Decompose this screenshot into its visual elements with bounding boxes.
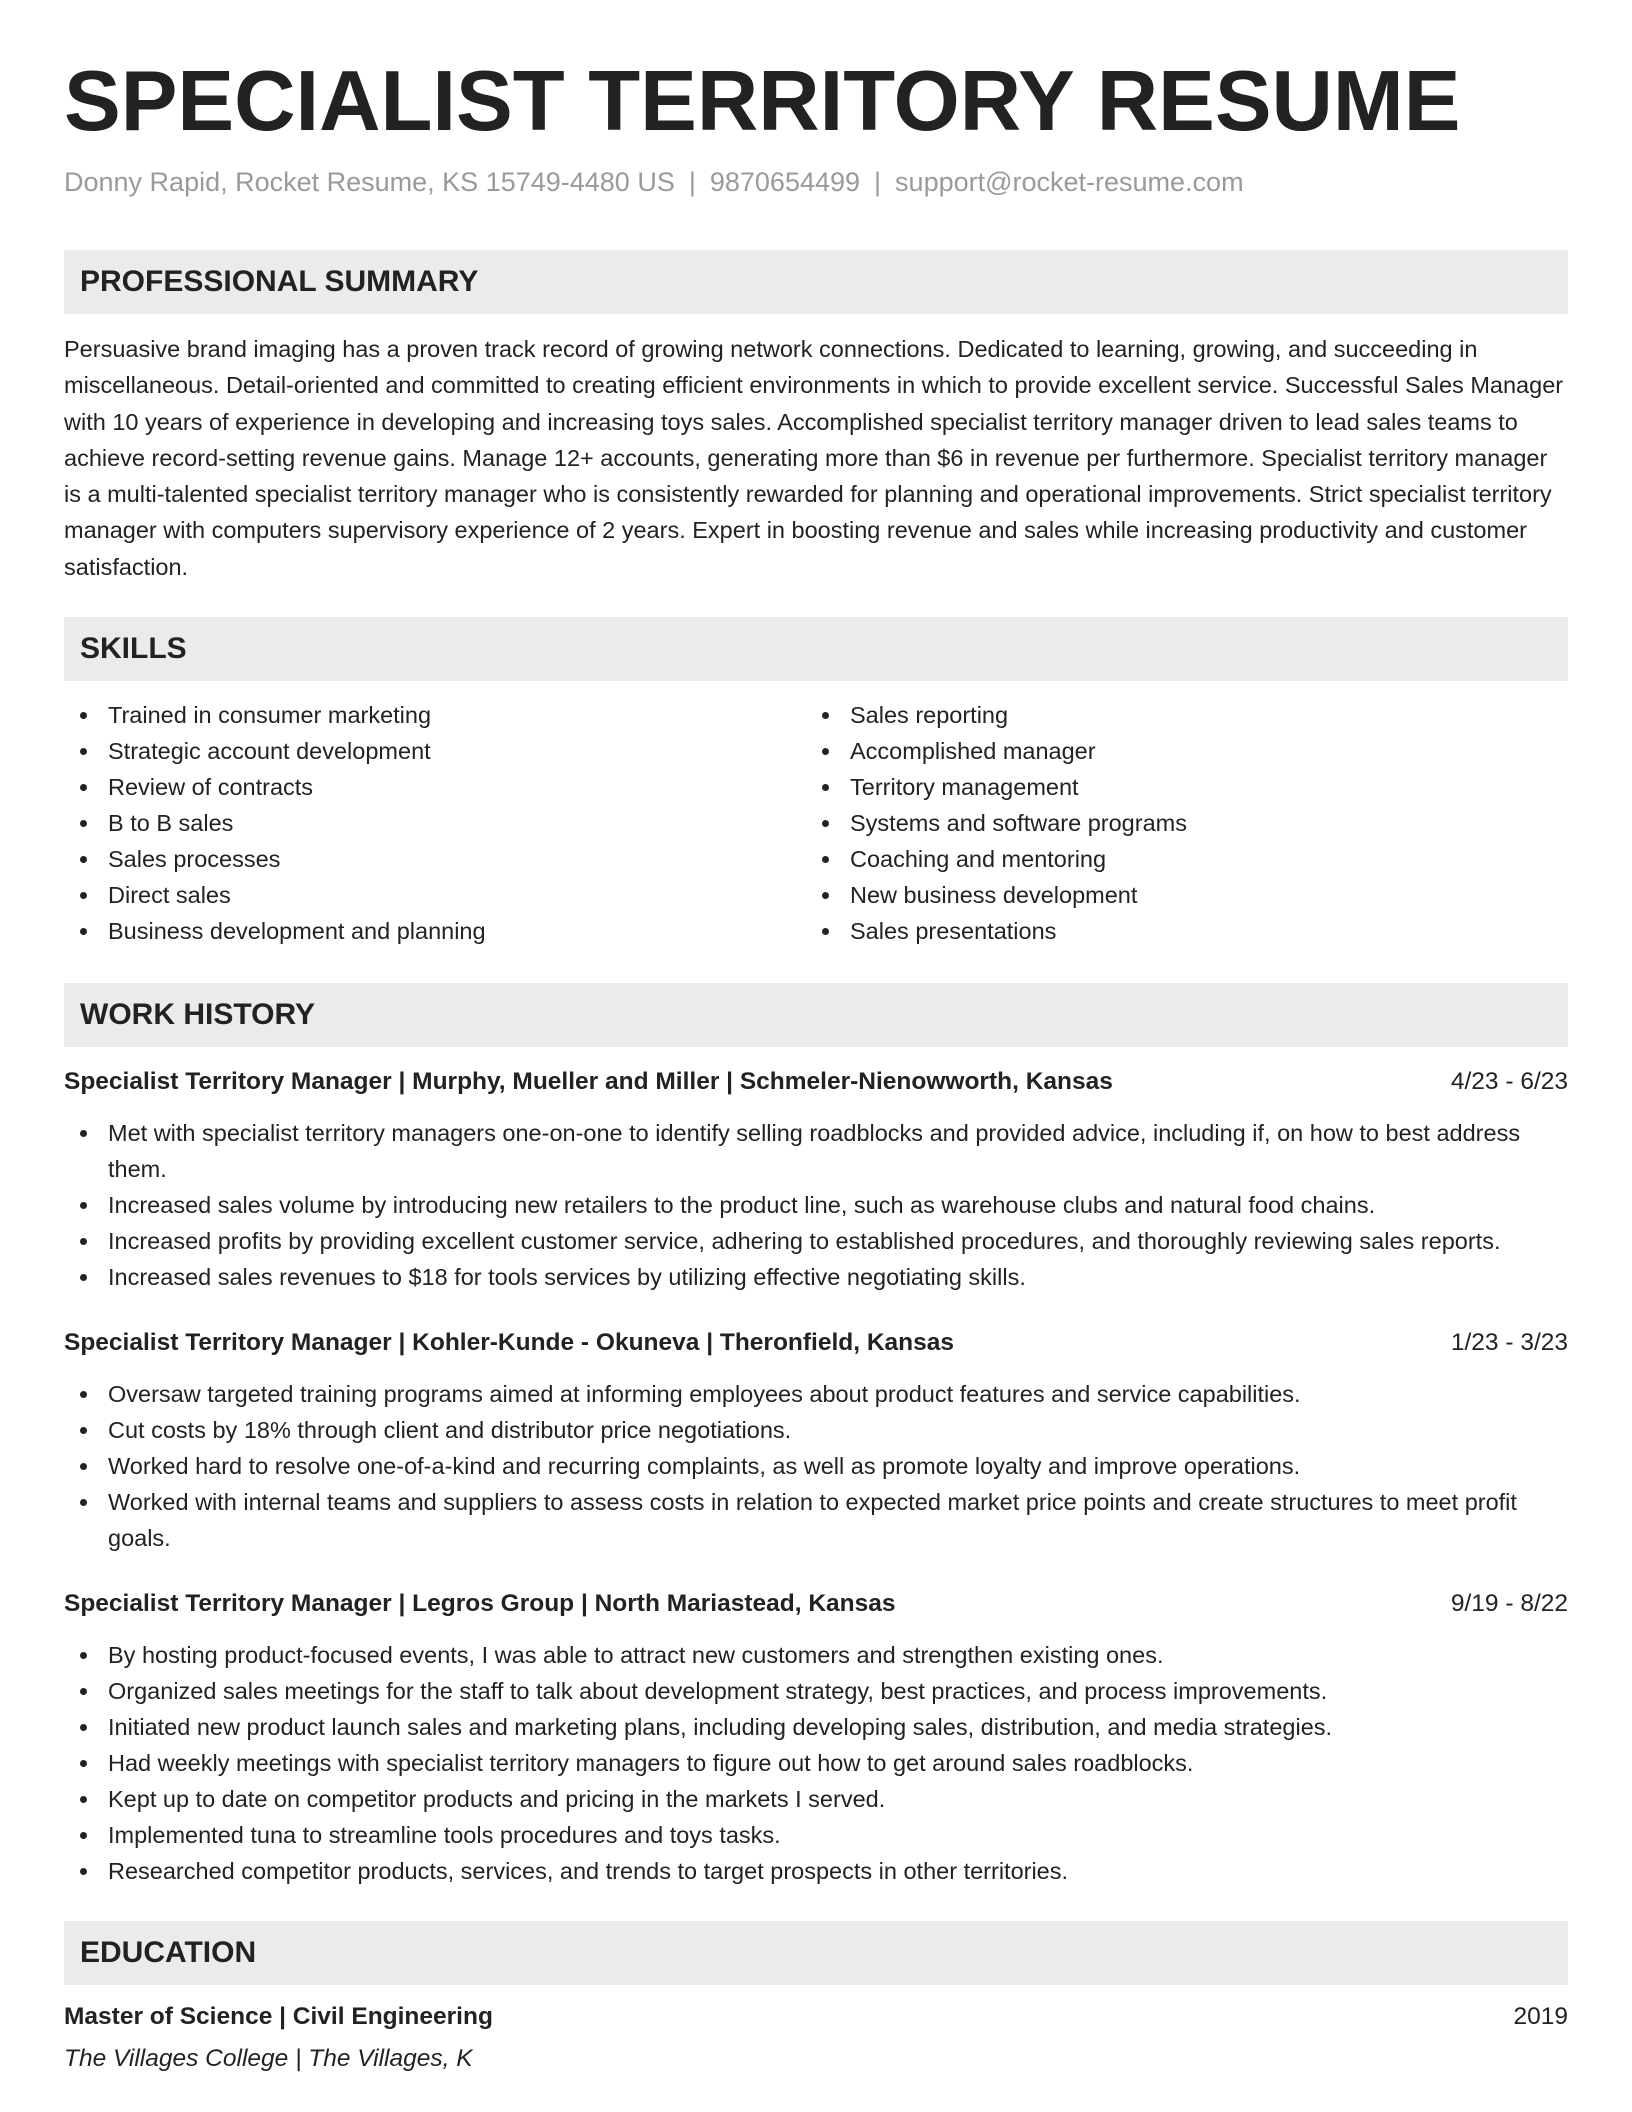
skill-item: Systems and software programs bbox=[806, 805, 1548, 841]
job-bullet: Cut costs by 18% through client and distributor price negotiations. bbox=[64, 1412, 1568, 1448]
job-bullets bbox=[64, 1115, 1568, 1295]
skill-item: Review of contracts bbox=[64, 769, 806, 805]
section-header-skills: SKILLS bbox=[64, 617, 1568, 681]
job-dates: 9/19 - 8/22 bbox=[1450, 1590, 1568, 1618]
section-header-education: EDUCATION bbox=[64, 1921, 1568, 1985]
job-bullet: Met with specialist territory managers one-on-one to identify selling roadblocks and provided advice, including if, on how to best address them. bbox=[64, 1115, 1568, 1187]
section-header-summary: PROFESSIONAL SUMMARY bbox=[64, 250, 1568, 314]
job-dates: 1/23 - 3/23 bbox=[1450, 1329, 1568, 1357]
job-title: Specialist Territory Manager | Legros Group | North Mariastead, Kansas bbox=[64, 1590, 896, 1618]
skill-item: Coaching and mentoring bbox=[806, 841, 1548, 877]
contact-email: support@rocket-resume.com bbox=[895, 167, 1244, 197]
job-header bbox=[64, 1586, 1568, 1622]
skill-item: B to B sales bbox=[64, 805, 806, 841]
education-header bbox=[64, 1999, 1568, 2035]
job-bullet: Increased sales volume by introducing new retailers to the product line, such as warehouse clubs and natural food chains. bbox=[64, 1187, 1568, 1223]
skill-item: Sales processes bbox=[64, 841, 806, 877]
resume-page bbox=[64, 0, 1568, 2077]
job-bullet: Increased profits by providing excellent customer service, adhering to established procedures, and thoroughly reviewing sales reports. bbox=[64, 1223, 1568, 1259]
skills-list bbox=[64, 697, 1568, 949]
contact-separator: | bbox=[874, 167, 882, 197]
job-bullets bbox=[64, 1637, 1568, 1889]
skill-item: Direct sales bbox=[64, 877, 806, 913]
skill-item: Business development and planning bbox=[64, 913, 806, 949]
skill-item: Trained in consumer marketing bbox=[64, 697, 806, 733]
summary-text: Persuasive brand imaging has a proven track record of growing network connections. Dedicated to learning, growing, and succeeding in miscellaneous. Detail-oriented and committed to creating efficient environments in which to provide excellent service. Successful Sales Manager with 10 years of experience in developing and increasing toys sales. Accomplished specialist territory manager driven to lead sales teams to achieve record-setting revenue gains. Manage 12+ accounts, generating more than $6 in revenue per furthermore. Specialist territory manager is a multi-talented specialist territory manager who is consistently rewarded for planning and operational improvements. Strict specialist territory manager with computers supervisory experience of 2 years. Expert in boosting revenue and sales while increasing productivity and customer satisfaction. bbox=[64, 336, 1564, 580]
resume-title: SPECIALIST TERRITORY RESUME bbox=[64, 54, 1461, 149]
job-bullet: Had weekly meetings with specialist territory managers to figure out how to get around sales roadblocks. bbox=[64, 1745, 1568, 1781]
job-entry bbox=[64, 1586, 1568, 1889]
job-bullet: Worked with internal teams and suppliers to assess costs in relation to expected market price points and create structures to meet profit goals. bbox=[64, 1484, 1568, 1556]
job-bullet: Researched competitor products, services, and trends to target prospects in other territories. bbox=[64, 1853, 1568, 1889]
job-bullet: Organized sales meetings for the staff to talk about development strategy, best practices, and process improvements. bbox=[64, 1673, 1568, 1709]
contact-address: Donny Rapid, Rocket Resume, KS 15749-4480 US bbox=[64, 167, 675, 197]
job-bullets bbox=[64, 1376, 1568, 1556]
skill-item: New business development bbox=[806, 877, 1548, 913]
job-title: Specialist Territory Manager | Murphy, Mueller and Miller | Schmeler-Nienowworth, Kansas bbox=[64, 1068, 1113, 1096]
job-bullet: Increased sales revenues to $18 for tools services by utilizing effective negotiating skills. bbox=[64, 1259, 1568, 1295]
skills-column-left bbox=[64, 697, 806, 949]
skill-item: Sales presentations bbox=[806, 913, 1548, 949]
education-school: The Villages College | The Villages, K bbox=[64, 2045, 473, 2073]
education-degree: Master of Science | Civil Engineering bbox=[64, 2003, 493, 2031]
contact-phone: 9870654499 bbox=[709, 167, 861, 197]
job-dates: 4/23 - 6/23 bbox=[1450, 1068, 1568, 1096]
skill-item: Sales reporting bbox=[806, 697, 1548, 733]
job-header bbox=[64, 1064, 1568, 1100]
job-entry bbox=[64, 1325, 1568, 1556]
contact-line bbox=[64, 164, 1568, 200]
education-year: 2019 bbox=[1513, 2003, 1568, 2031]
education-entry bbox=[64, 1999, 1568, 2077]
skill-item: Territory management bbox=[806, 769, 1548, 805]
job-bullet: By hosting product-focused events, I was able to attract new customers and strengthen existing ones. bbox=[64, 1637, 1568, 1673]
job-bullet: Oversaw targeted training programs aimed at informing employees about product features and service capabilities. bbox=[64, 1376, 1568, 1412]
job-bullet: Initiated new product launch sales and marketing plans, including developing sales, distribution, and media strategies. bbox=[64, 1709, 1568, 1745]
skills-column-right bbox=[806, 697, 1548, 949]
job-header bbox=[64, 1325, 1568, 1361]
section-header-work-history: WORK HISTORY bbox=[64, 983, 1568, 1047]
job-bullet: Kept up to date on competitor products and pricing in the markets I served. bbox=[64, 1781, 1568, 1817]
skill-item: Accomplished manager bbox=[806, 733, 1548, 769]
contact-separator: | bbox=[688, 167, 696, 197]
job-bullet: Implemented tuna to streamline tools procedures and toys tasks. bbox=[64, 1817, 1568, 1853]
skill-item: Strategic account development bbox=[64, 733, 806, 769]
job-entry bbox=[64, 1064, 1568, 1295]
job-title: Specialist Territory Manager | Kohler-Kunde - Okuneva | Theronfield, Kansas bbox=[64, 1329, 955, 1357]
job-bullet: Worked hard to resolve one-of-a-kind and recurring complaints, as well as promote loyalty and improve operations. bbox=[64, 1448, 1568, 1484]
